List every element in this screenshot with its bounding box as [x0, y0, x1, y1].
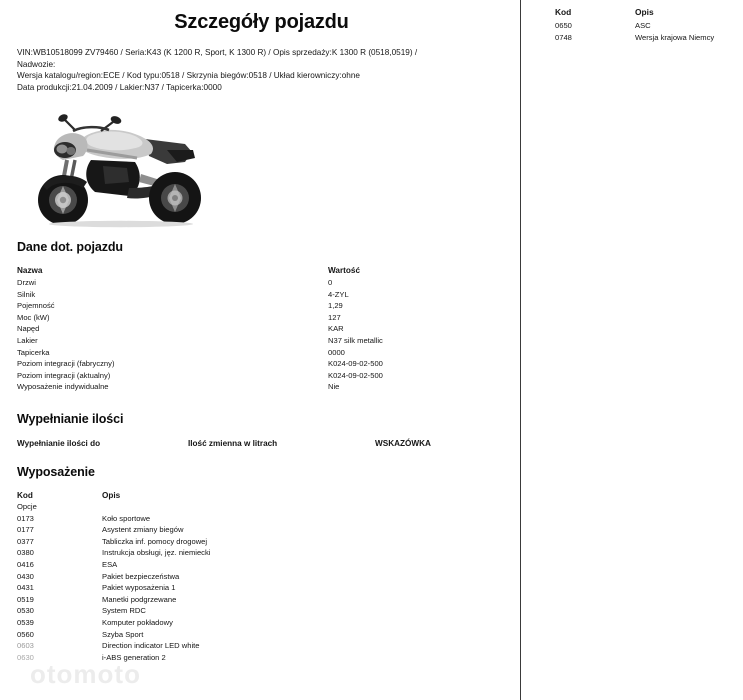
- equipment-code: 0539: [17, 618, 34, 628]
- column-header-value: Wartość: [328, 266, 360, 276]
- table-row: [555, 20, 735, 33]
- table-header-row: [17, 265, 506, 277]
- row-name: Drzwi: [17, 277, 36, 287]
- identification-line-2: Nadwozie:: [17, 59, 56, 69]
- table-row: [17, 629, 506, 641]
- table-row: [17, 289, 506, 301]
- row-value: KAR: [328, 324, 344, 334]
- row-name: Wyposażenie indywidualne: [17, 382, 109, 392]
- side-codes-panel: [521, 0, 743, 700]
- row-name: Napęd: [17, 324, 40, 334]
- table-row: [17, 335, 506, 347]
- row-value: K024-09-02-500: [328, 359, 383, 369]
- equipment-code: 0560: [17, 629, 34, 639]
- table-row: [17, 312, 506, 324]
- equipment-group-label: Opcje: [17, 502, 37, 512]
- equipment-description: Komputer pokładowy: [102, 618, 173, 628]
- column-header-name: Nazwa: [17, 266, 43, 276]
- fill-column-2: Ilość zmienna w litrach: [188, 438, 278, 448]
- equipment-code: 0519: [17, 594, 34, 604]
- fill-quantities-table: [17, 438, 506, 450]
- table-row: [17, 594, 506, 606]
- equipment-description: i-ABS generation 2: [102, 652, 166, 662]
- table-row: [17, 524, 506, 536]
- table-header-row: [555, 6, 735, 20]
- row-name: Lakier: [17, 335, 38, 345]
- column-header-code: Kod: [555, 7, 572, 17]
- equipment-description: Asystent zmiany biegów: [102, 525, 184, 535]
- table-row: [555, 32, 735, 45]
- table-row: [17, 640, 506, 652]
- table-row: [17, 652, 506, 664]
- equipment-code: 0173: [17, 513, 34, 523]
- fill-column-3: WSKAZÓWKA: [375, 438, 431, 448]
- row-value: K024-09-02-500: [328, 370, 383, 380]
- side-description: ASC: [635, 20, 651, 30]
- identification-line-4: Data produkcji:21.04.2009 / Lakier:N37 / Tapicerka:0000: [17, 82, 222, 92]
- equipment-description: Pakiet bezpieczeństwa: [102, 571, 180, 581]
- row-value: 4-ZYL: [328, 289, 349, 299]
- equipment-description: ESA: [102, 560, 118, 570]
- row-value: 1,29: [328, 301, 343, 311]
- table-row: [17, 300, 506, 312]
- equipment-description: Instrukcja obsługi, jęz. niemiecki: [102, 548, 211, 558]
- fill-quantities-heading: Wypełnianie ilości: [17, 411, 124, 426]
- side-code: 0748: [555, 33, 572, 42]
- equipment-code: 0603: [17, 641, 34, 651]
- equipment-code: 0630: [17, 652, 34, 662]
- side-description: Wersja krajowa Niemcy: [635, 33, 715, 42]
- motorcycle-icon: [17, 106, 213, 228]
- equipment-code: 0377: [17, 536, 34, 546]
- equipment-code: 0431: [17, 583, 34, 593]
- equipment-group-row: [17, 501, 506, 513]
- equipment-heading: Wyposażenie: [17, 464, 95, 479]
- row-name: Poziom integracji (aktualny): [17, 370, 111, 380]
- equipment-description: Koło sportowe: [102, 513, 151, 523]
- table-row: [17, 571, 506, 583]
- side-code: 0650: [555, 20, 572, 30]
- row-name: Moc (kW): [17, 312, 50, 322]
- side-codes-table: [555, 6, 735, 45]
- equipment-code: 0380: [17, 548, 34, 558]
- equipment-description: Pakiet wyposażenia 1: [102, 583, 176, 593]
- vehicle-photo: [17, 106, 213, 228]
- equipment-code: 0177: [17, 525, 34, 535]
- table-row: [17, 358, 506, 370]
- row-value: 0000: [328, 347, 345, 357]
- row-value: 0: [328, 277, 333, 287]
- table-row: [17, 347, 506, 359]
- table-row: [17, 277, 506, 289]
- row-value: 127: [328, 312, 341, 322]
- identification-line-1: VIN:WB10518099 ZV79460 / Seria:K43 (K 1200 R, Sport, K 1300 R) / Opis sprzedaży:K 1300 R (0518,0519) /: [17, 48, 418, 57]
- equipment-code: 0430: [17, 571, 34, 581]
- table-row: [17, 323, 506, 335]
- watermark: otomoto: [30, 659, 141, 689]
- equipment-description: Manetki podgrzewane: [102, 594, 177, 604]
- table-header-row: [17, 490, 506, 502]
- table-row: [17, 381, 506, 393]
- table-row: [17, 438, 506, 450]
- row-name: Silnik: [17, 289, 36, 299]
- row-value: Nie: [328, 382, 340, 392]
- equipment-description: Direction indicator LED white: [102, 641, 200, 651]
- equipment-code: 0530: [17, 606, 34, 616]
- table-row: [17, 605, 506, 617]
- column-header-description: Opis: [102, 490, 121, 500]
- fill-column-1: Wypełnianie ilości do: [17, 438, 101, 448]
- row-name: Pojemność: [17, 301, 55, 311]
- equipment-code: 0416: [17, 560, 34, 570]
- column-header-code: Kod: [17, 490, 33, 500]
- column-header-description: Opis: [635, 7, 654, 17]
- page-title: Szczegóły pojazdu: [174, 11, 349, 33]
- equipment-description: System RDC: [102, 606, 146, 616]
- table-row: [17, 536, 506, 548]
- row-name: Poziom integracji (fabryczny): [17, 359, 115, 369]
- equipment-description: Szyba Sport: [102, 629, 144, 639]
- equipment-table: [17, 490, 506, 664]
- equipment-description: Tabliczka inf. pomocy drogowej: [102, 536, 208, 546]
- vehicle-identification-block: [17, 47, 506, 93]
- row-name: Tapicerka: [17, 347, 50, 357]
- row-value: N37 silk metallic: [328, 335, 383, 345]
- table-row: [17, 547, 506, 559]
- vehicle-data-heading: Dane dot. pojazdu: [17, 240, 123, 255]
- table-row: [17, 617, 506, 629]
- table-row: [17, 370, 506, 382]
- identification-line-3: Wersja katalogu/region:ECE / Kod typu:0518 / Skrzynia biegów:0518 / Układ kierowniczy:ohne: [17, 71, 360, 81]
- table-row: [17, 559, 506, 571]
- table-row: [17, 513, 506, 525]
- table-row: [17, 582, 506, 594]
- vehicle-data-table: [17, 265, 506, 393]
